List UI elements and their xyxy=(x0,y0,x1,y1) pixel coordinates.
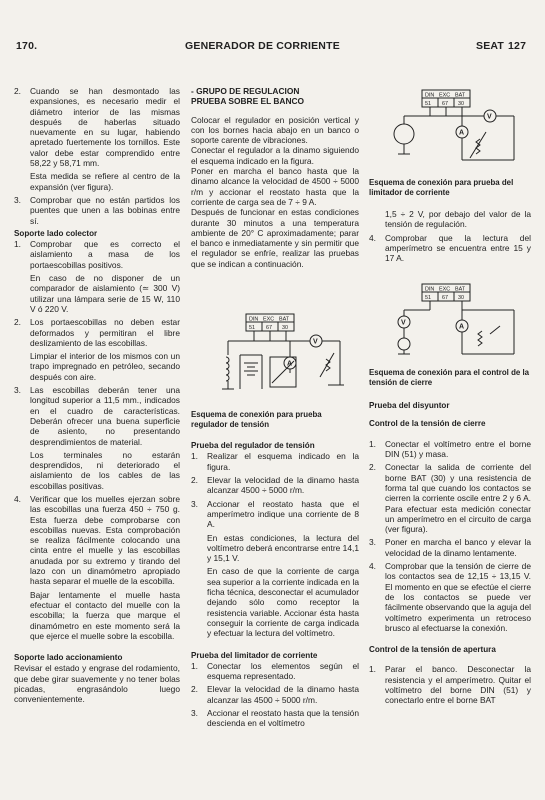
voltmeter-label: V xyxy=(401,319,406,327)
diagram-tension-cierre xyxy=(380,282,530,362)
column-3 xyxy=(369,178,531,267)
terminal-number: 51 xyxy=(249,325,255,331)
list-number: 3. xyxy=(14,385,21,396)
list-number: 2. xyxy=(14,86,21,96)
terminal-label: EXC xyxy=(263,316,275,323)
page-number-right: 127 xyxy=(508,40,527,52)
section-heading-disyuntor: Prueba del disyuntor xyxy=(369,401,450,411)
section-heading-grupo-regulacion xyxy=(191,86,359,96)
list-text: Realizar el esquema indicado en la figura. xyxy=(207,451,359,472)
list-item xyxy=(191,708,359,729)
list-item xyxy=(191,684,359,705)
list-note: Limpiar el interior de los mismos con un trapo impregnado en petróleo, secando después con aire. xyxy=(30,351,180,382)
list-item xyxy=(369,233,531,264)
list-note: Los terminales no estarán desprendidos, ni deteriorado el aislamiento de los cables de las escobillas positivas. xyxy=(30,449,180,491)
list-text: Accionar el reostato hasta que el amperímetro indique una corriente de 8 A. xyxy=(207,498,359,530)
terminal-number: 51 xyxy=(425,101,431,107)
section-heading-soporte-accionamiento: Soporte lado accionamiento xyxy=(14,653,123,663)
terminal-number: 67 xyxy=(442,101,448,107)
diagram-caption: Esquema de conexión para prueba regulador de tensión xyxy=(191,410,322,429)
list-text: Elevar la velocidad de la dinamo hasta alcanzar 4500 ÷ 5000 r/m. xyxy=(207,475,359,496)
paragraph: Colocar el regulador en posición vertical y con los bornes hacia abajo en un banco o soporte carente de vibraciones. xyxy=(191,114,359,146)
list-text: Accionar el reostato hasta que la tensión descienda en el voltímetro xyxy=(207,708,359,729)
ammeter-label: A xyxy=(287,360,293,368)
section-heading-regulador: Prueba del regulador de tensión xyxy=(191,441,315,451)
section-heading-soporte-colector: Soporte lado colector xyxy=(14,228,98,238)
list-item xyxy=(14,494,180,587)
column-1 xyxy=(14,86,180,705)
list-number: 1. xyxy=(14,239,21,250)
list-number: 2. xyxy=(369,462,376,473)
list-item xyxy=(14,239,180,270)
page-title: GENERADOR DE CORRIENTE xyxy=(185,40,340,52)
list-item xyxy=(191,451,359,472)
list-text: Verificar que los muelles ejerzan sobre las escobillas una fuerza 450 ÷ 750 g. Esta fuerza debe comprobarse con escobillas nuevas. Esta comprobación se realiza fácilmente colocando una cinta entre el muelle y las escobillas anudada por su extremo y tirando del lazo con un dinamómetro apropiado hasta separar el muelle de la escobilla. xyxy=(30,493,180,587)
list-note: Bajar lentamente el muelle hasta efectuar el contacto del muelle con la escobilla; la fuerza que marque el dinamómetro en este momento será la que ejerce el muelle sobre la escobilla. xyxy=(30,589,180,641)
terminal-label: BAT xyxy=(279,316,290,323)
list-number: 1. xyxy=(369,664,376,675)
paragraph: Poner en marcha el banco hasta que la dinamo alcance la velocidad de 4500 ÷ 5000 r/m y accionar el reostato hasta que la corriente de carga sea de 7 ÷ 9 A. xyxy=(191,166,359,207)
list-text: Conectar la salida de corriente del borne BAT (30) y una resistencia de forma tal que cuando los contactos se cierren la corriente oscile entre 2 y 6 A. Para efectuar esta medición conectar un amperímetro en el circuito de carga (ver figura). xyxy=(385,462,531,535)
paragraph: Revisar el estado y engrase del rodamiento, que debe girar suavemente y no tener bolas picadas, engrasándolo luego convenientemente. xyxy=(14,663,180,705)
list-text: Conectar los elementos según el esquema representado. xyxy=(207,660,359,682)
list-number: 2. xyxy=(191,475,198,486)
list-item xyxy=(14,195,180,226)
diagram-caption: Esquema de conexión para prueba del limitador de corriente xyxy=(369,178,514,197)
list-number: 1. xyxy=(191,660,198,671)
list-number: 4. xyxy=(369,561,376,572)
list-item xyxy=(369,664,531,705)
resistor-symbol xyxy=(478,331,482,346)
list-item xyxy=(191,499,359,530)
list-item xyxy=(191,475,359,496)
diagram-limitador-corriente xyxy=(380,88,530,170)
list-item xyxy=(191,661,359,682)
list-text: Conectar el voltímetro entre el borne DIN (51) y masa. xyxy=(385,438,531,460)
paragraph: Conectar el regulador a la dinamo siguiendo el esquema indicado en la figura. xyxy=(191,145,359,166)
list-item xyxy=(369,439,531,460)
list-item xyxy=(14,385,180,447)
terminal-label: EXC xyxy=(439,92,451,99)
list-text: Comprobar que la lectura del amperímetro se encuentra entre 15 y 17 A. xyxy=(385,232,531,264)
terminal-label: EXC xyxy=(439,286,451,293)
dynamo-symbol xyxy=(398,338,410,350)
list-number: 2. xyxy=(191,684,198,695)
list-note: En estas condiciones, la lectura del voltímetro deberá encontrarse entre 14,1 y 15,1 V. xyxy=(207,532,359,564)
voltmeter-label: V xyxy=(313,338,318,346)
terminal-number: 67 xyxy=(266,325,272,331)
list-number: 1. xyxy=(369,438,376,449)
list-text: Cuando se han desmontado las expansiones, es necesario medir el diámetro interior de las mismas después de haberlas situado nuevamente en su lugar, habiendo apretado fuertemente los tornillos. Este valor debe estar comprendido entre 58,22 y 58,71 mm. xyxy=(30,86,180,169)
column-2-lower xyxy=(191,410,359,732)
dynamo-symbol xyxy=(394,124,414,144)
diagram-regulador-tension xyxy=(200,311,356,395)
column-2 xyxy=(191,86,359,269)
section-heading-text: GRUPO DE REGULACION xyxy=(196,86,300,96)
list-number: 4. xyxy=(369,232,376,243)
list-item xyxy=(369,462,531,534)
column-3-lower xyxy=(369,368,531,709)
ammeter-label: A xyxy=(459,323,465,331)
section-heading-apertura: Control de la tensión de apertura xyxy=(369,645,496,655)
paragraph: Después de funcionar en estas condiciones durante 30 minutos a una temperatura ambiente de 20° C aproximadamente; parar el banco e inmediatamente y sin permitir que el regulador se enfríe, realizar las pruebas que se indican a continuación. xyxy=(191,207,359,269)
list-number: 3. xyxy=(191,498,198,509)
section-heading-limitador: Prueba del limitador de corriente xyxy=(191,650,318,660)
battery-symbol xyxy=(240,355,262,389)
terminal-number: 67 xyxy=(442,295,448,301)
list-note: Esta medida se refiere al centro de la expansión (ver figura). xyxy=(30,171,180,192)
diagram-caption: Esquema de conexión para el control de la tensión de cierre xyxy=(369,368,530,387)
dash-mark: - xyxy=(191,86,197,96)
list-number: 1. xyxy=(191,451,198,462)
list-text: Comprobar que es correcto el aislamiento a masa de los portaescobillas positivos. xyxy=(30,239,180,270)
brand-name: SEAT xyxy=(476,40,505,52)
list-text: Comprobar que la tensión de cierre de los contactos sea de 12,15 ÷ 13,15 V. El momento en que se efectúe el cierre de los contactos se puede ver fácilmente observando que la aguja del voltímetro experimenta un retroceso brusco al efectuarse la conexión. xyxy=(385,561,531,633)
section-heading-prueba-banco: PRUEBA SOBRE EL BANCO xyxy=(191,96,305,107)
list-number: 3. xyxy=(14,194,21,205)
terminal-number: 30 xyxy=(458,295,464,301)
paragraph: 1,5 ÷ 2 V, por debajo del valor de la tensión de regulación. xyxy=(385,209,531,230)
list-note: En caso de no disponer de un comparador de aislamiento (≃ 300 V) utilizar una lámpara serie de 15 W, 110 V ó 220 V. xyxy=(30,273,180,314)
terminal-label: DIN xyxy=(425,92,435,99)
terminal-label: BAT xyxy=(455,92,466,99)
section-heading-cierre: Control de la tensión de cierre xyxy=(369,419,486,429)
voltmeter-label: V xyxy=(487,113,492,121)
list-text: Comprobar que no están partidos los puentes que unen a las bobinas entre sí. xyxy=(30,194,180,226)
coil-symbol xyxy=(226,357,229,381)
terminal-label: BAT xyxy=(455,286,466,293)
list-item xyxy=(369,561,531,633)
list-number: 4. xyxy=(14,493,21,504)
terminal-number: 51 xyxy=(425,295,431,301)
terminal-number: 30 xyxy=(458,101,464,107)
list-text: Las escobillas deberán tener una longitud superior a 11,5 mm., indicados en el cuadro de características. Deberán ofrecer una buena superficie de asiento, no presentando desprendimientos de material. xyxy=(30,385,180,447)
ammeter-label: A xyxy=(459,129,465,137)
list-text: Parar el banco. Desconectar la resistencia y el amperímetro. Quitar el voltímetro del borne DIN (51) y conectarlo entre el borne BAT xyxy=(385,664,531,706)
terminal-label: DIN xyxy=(425,286,435,293)
terminal-number: 30 xyxy=(282,325,288,331)
list-item xyxy=(369,537,531,558)
list-number: 3. xyxy=(369,537,376,548)
terminal-label: DIN xyxy=(249,316,259,323)
page-number-left: 170. xyxy=(16,40,38,52)
list-item xyxy=(14,86,180,168)
list-number: 2. xyxy=(14,317,21,328)
list-number: 3. xyxy=(191,708,198,719)
list-item xyxy=(14,317,180,348)
list-text: Elevar la velocidad de la dinamo hasta alcanzar las 4500 ÷ 5000 r/m. xyxy=(207,684,359,705)
list-text: Los portaescobillas no deben estar deformados y permitiran el libre deslizamiento de las escobillas. xyxy=(30,317,180,348)
list-text: Poner en marcha el banco y elevar la velocidad de la dinamo lentamente. xyxy=(385,537,531,558)
list-note: En caso de que la corriente de carga sea superior a la corriente indicada en la ficha técnica, desconectar el acumulador dejando sólo como receptor la resistencia variable. Accionar ésta hasta conseguir la corriente de carga indicada y efectuar la lectura del voltímetro. xyxy=(207,566,359,639)
